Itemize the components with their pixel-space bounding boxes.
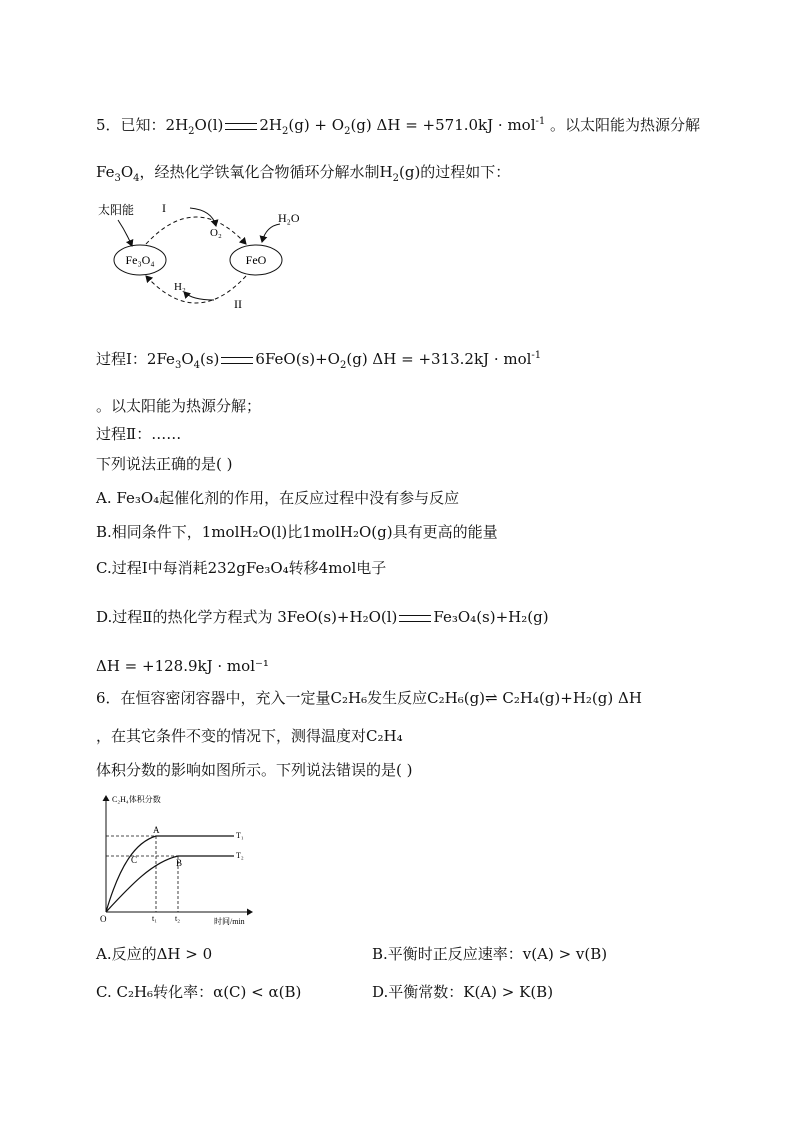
curve-t1 bbox=[106, 836, 234, 912]
cycle-diagram bbox=[96, 196, 316, 316]
q6-option-a: A.反应的ΔH > 0 bbox=[96, 945, 213, 963]
point-a-label: A bbox=[153, 825, 160, 835]
process-i-label: I bbox=[162, 201, 166, 215]
q5-line2: $Fe_3O_4$，经热化学铁氧化合物循环分解水制$H_2(g)$的过程如下： bbox=[96, 163, 511, 184]
q5-option-d: D.过程Ⅱ的热化学方程式为 3FeO(s)+H₂O(l) Fe₃O₄(s)+H₂(g) bbox=[96, 608, 549, 626]
q5-question: 下列说法正确的是( ) bbox=[96, 455, 233, 473]
h2o-label: H₂O bbox=[278, 211, 300, 225]
x-axis-label: 时间/min bbox=[214, 917, 245, 926]
q5-option-d-dh: ΔH = +128.9kJ · mol⁻¹ bbox=[96, 657, 269, 675]
c2h4-chart bbox=[96, 790, 256, 928]
fe3o4-label: Fe₃O₄ bbox=[125, 253, 155, 267]
feo-label: FeO bbox=[245, 253, 267, 267]
q6-option-b: B.平衡时正反应速率：v(A) > v(B) bbox=[372, 945, 608, 963]
t2-series-label: T₂ bbox=[236, 851, 244, 860]
q5-process2: 过程Ⅱ：…… bbox=[96, 425, 182, 443]
q6-line3: 体积分数的影响如图所示。下列说法错误的是( ) bbox=[96, 761, 413, 779]
t2-tick-label: t₂ bbox=[175, 914, 181, 923]
q5-process1: 过程Ⅰ：$2Fe_3O_4(s)$ $6FeO(s)+O_2(g) \Delta H = +313.2kJ \cdot mol^{-1}$ bbox=[96, 350, 542, 371]
q5-option-a: A. Fe₃O₄起催化剂的作用，在反应过程中没有参与反应 bbox=[96, 489, 460, 507]
point-b-label: B bbox=[176, 858, 183, 868]
process-ii-label: II bbox=[234, 297, 242, 311]
t1-tick-label: t₁ bbox=[152, 914, 158, 923]
point-c-label: C bbox=[131, 855, 138, 865]
y-axis-label: C₂H₄体积分数 bbox=[112, 795, 161, 804]
origin-label: O bbox=[100, 914, 107, 924]
q5-process1-note: 。以太阳能为热源分解； bbox=[96, 397, 262, 415]
q5-line1: 5．已知：$2H_2O(l) 2H_2(g) + O_2(g) \Delta H = +571.0kJ \cdot mol^{-1}$ 。以太阳能为热源分解 bbox=[96, 116, 701, 137]
q6-line2: ，在其它条件不变的情况下，测得温度对C₂H₄ bbox=[96, 727, 403, 745]
q6-option-c: C. C₂H₆转化率：α(C) < α(B) bbox=[96, 983, 302, 1001]
h2-label: H₂ bbox=[174, 281, 186, 293]
sun-label: 太阳能 bbox=[98, 203, 135, 217]
q5-option-b: B.相同条件下，1molH₂O(l)比1molH₂O(g)具有更高的能量 bbox=[96, 523, 498, 541]
q6-option-d: D.平衡常数：K(A) > K(B) bbox=[372, 983, 554, 1001]
q6-line1: 6．在恒容密闭容器中，充入一定量C₂H₆发生反应C₂H₆(g)⇌ C₂H₄(g)+H₂(g) ΔH bbox=[96, 689, 642, 707]
q5-option-c: C.过程Ⅰ中每消耗232gFe₃O₄转移4mol电子 bbox=[96, 559, 387, 577]
t1-series-label: T₁ bbox=[236, 831, 244, 840]
o2-label: O₂ bbox=[210, 227, 222, 239]
